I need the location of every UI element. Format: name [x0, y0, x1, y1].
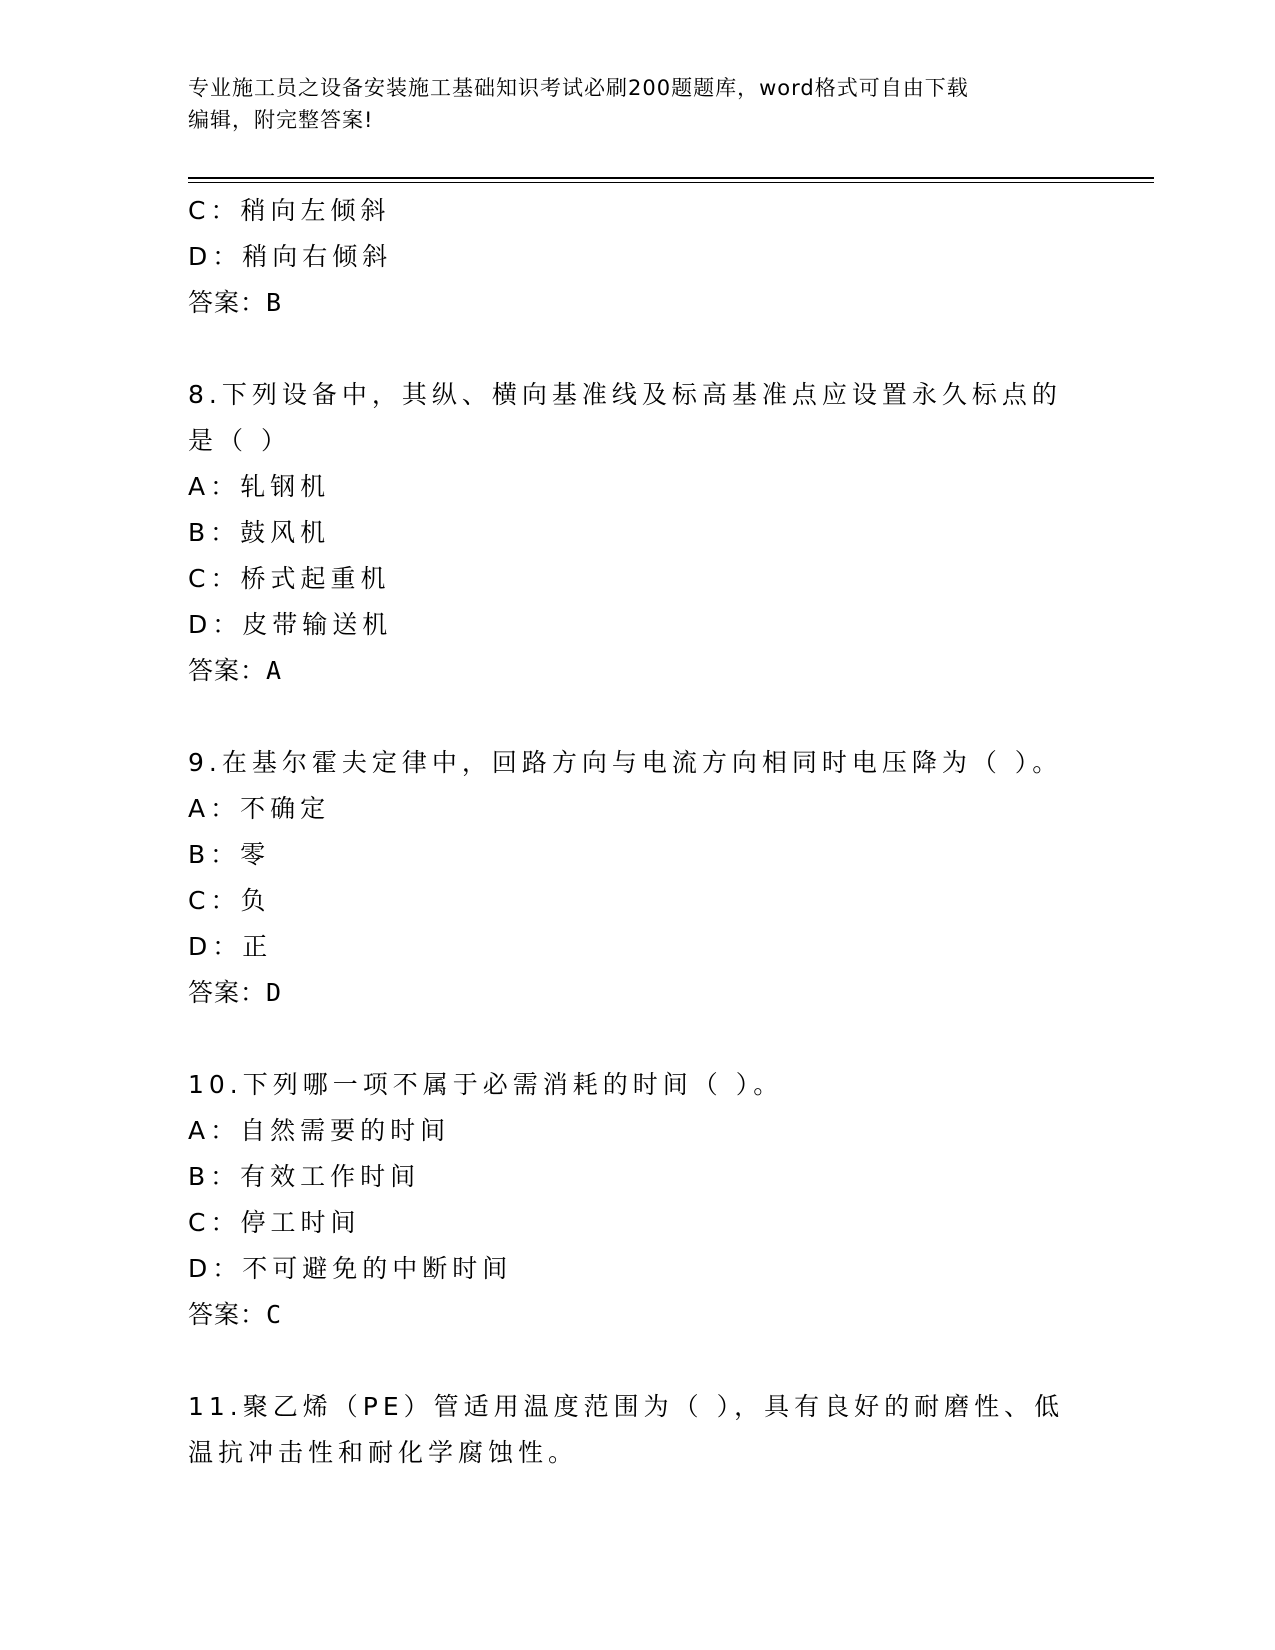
question-text: 9.在基尔霍夫定律中，回路方向与电流方向相同时电压降为（ ）。: [188, 748, 1063, 777]
spacer: [188, 694, 1068, 740]
option-line: B：零: [188, 840, 271, 869]
header-line-1: 专业施工员之设备安装施工基础知识考试必刷200题题库，word格式可自由下载: [188, 76, 969, 100]
option-line: C：停工时间: [188, 1208, 361, 1237]
option-line: A：不确定: [188, 794, 331, 823]
spacer: [188, 1338, 1068, 1384]
option-line: C：稍向左倾斜: [188, 196, 391, 225]
answer-line: 答案：B: [188, 288, 283, 317]
question-text: 10.下列哪一项不属于必需消耗的时间（ ）。: [188, 1070, 784, 1099]
spacer: [188, 326, 1068, 372]
option-line: D：皮带输送机: [188, 610, 393, 639]
option-line: D：稍向右倾斜: [188, 242, 393, 271]
question-text: 11.聚乙烯（PE）管适用温度范围为（ ），具有良好的耐磨性、低温抗冲击性和耐化学腐蚀性。: [188, 1392, 1065, 1467]
option-line: A：自然需要的时间: [188, 1116, 451, 1145]
option-line: D：正: [188, 932, 273, 961]
answer-line: 答案：D: [188, 978, 283, 1007]
option-line: D：不可避免的中断时间: [188, 1254, 513, 1283]
header-line-2: 编辑，附完整答案!: [188, 108, 374, 132]
spacer: [188, 1016, 1068, 1062]
option-line: C：负: [188, 886, 271, 915]
question-list: [188, 188, 1068, 1476]
header-divider: [188, 177, 1154, 183]
answer-line: 答案：C: [188, 1300, 283, 1329]
option-line: A：轧钢机: [188, 472, 331, 501]
answer-line: 答案：A: [188, 656, 283, 685]
question-text: 8.下列设备中，其纵、横向基准线及标高基准点应设置永久标点的是（ ）: [188, 380, 1062, 455]
option-line: B：有效工作时间: [188, 1162, 421, 1191]
option-line: B：鼓风机: [188, 518, 331, 547]
document-header: [188, 72, 1088, 136]
option-line: C：桥式起重机: [188, 564, 391, 593]
